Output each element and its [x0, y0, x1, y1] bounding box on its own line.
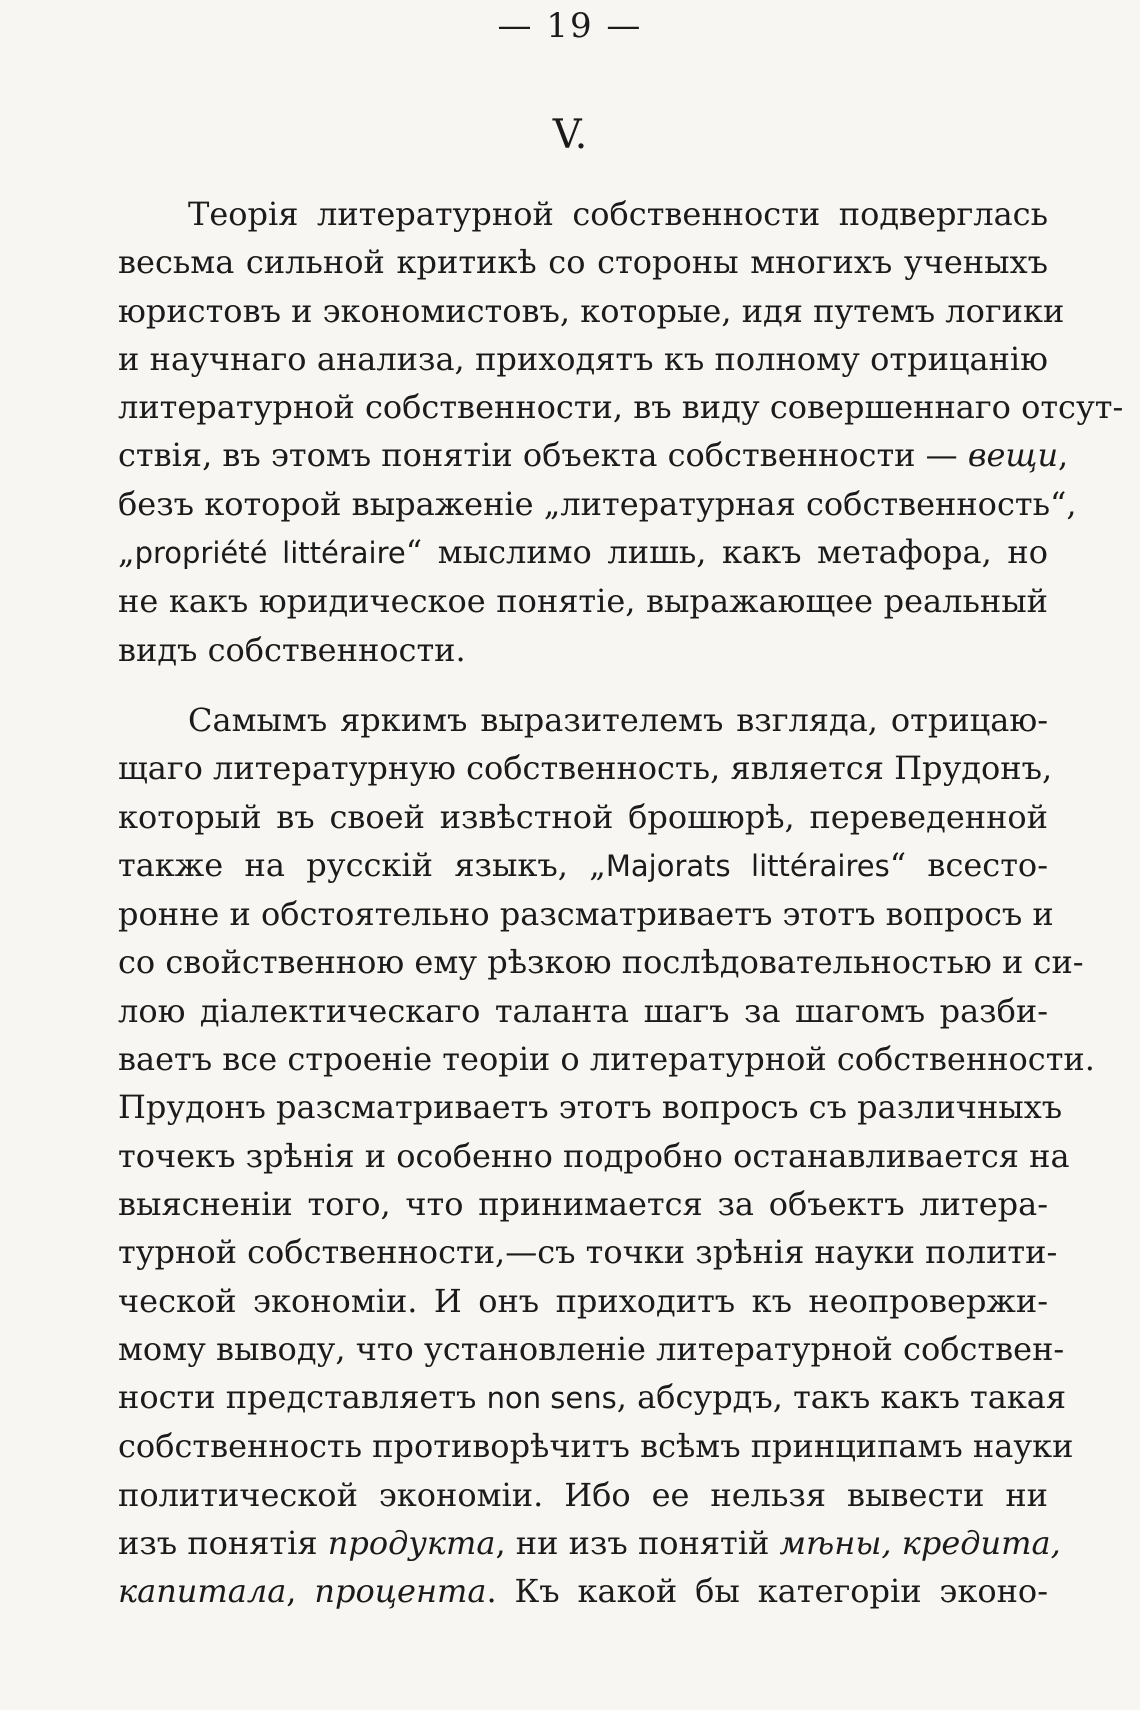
text-segment: “ всесто-	[889, 845, 1048, 884]
text-line: Самымъ яркимъ выразителемъ взгляда, отрицаю-	[188, 700, 1048, 739]
latin-phrase: Majorats littéraires	[605, 848, 890, 883]
text-segment: ,	[286, 1572, 315, 1611]
latin-phrase: propriété littéraire	[134, 536, 406, 571]
text-line	[118, 1373, 1067, 1422]
text-line: политической экономіи. Ибо ее нельзя вывести ни	[118, 1475, 1048, 1514]
text-line: выясненіи того, что принимается за объектъ литера-	[118, 1184, 1048, 1223]
text-line	[118, 1567, 1048, 1615]
section-heading: V.	[552, 112, 588, 158]
text-segment: . Къ какой бы категоріи эконо-	[486, 1572, 1049, 1611]
text-line: весьма сильной критикѣ со стороны многихъ ученыхъ	[118, 243, 1048, 282]
italic-term: мѣны, кредита,	[779, 1524, 1061, 1563]
text-line: ваетъ все строеніе теоріи о литературной собственности.	[118, 1040, 1095, 1079]
text-line: со свойственною ему рѣзкою послѣдовательностью и си-	[118, 943, 1084, 982]
text-line: ронне и обстоятельно разсматриваетъ этотъ вопросъ и	[118, 895, 1054, 934]
text-line: который въ своей извѣстной брошюрѣ, переведенной	[118, 797, 1048, 836]
text-line: турной собственности,—съ точки зрѣнія науки полити-	[118, 1233, 1058, 1272]
text-segment: , абсурдъ, такъ какъ такая	[616, 1378, 1067, 1417]
text-segment: „	[118, 533, 135, 572]
text-segment: “ мыслимо лишь, какъ метафора, но	[405, 533, 1048, 572]
text-line	[118, 1519, 1061, 1567]
text-segment: ,	[1058, 436, 1069, 475]
text-line: мому выводу, что установленіе литературной собствен-	[118, 1329, 1065, 1368]
text-line	[118, 431, 1069, 479]
text-segment: ствія, въ этомъ понятіи объекта собственности —	[118, 436, 968, 475]
latin-phrase: non sens	[486, 1381, 617, 1416]
text-segment: , ни изъ понятій	[495, 1524, 780, 1563]
text-line	[118, 528, 1048, 577]
body-text	[118, 190, 1124, 1616]
text-line: Теорія литературной собственности подверглась	[188, 195, 1048, 233]
italic-term: капитала	[118, 1572, 287, 1611]
text-line: ческой экономіи. И онъ приходитъ къ неопровержи-	[118, 1281, 1048, 1320]
italic-term: продукта	[327, 1524, 496, 1563]
paragraph-gap	[118, 674, 1048, 696]
text-line: Прудонъ разсматриваетъ этотъ вопросъ съ различныхъ	[118, 1088, 1063, 1127]
text-line: лою діалектическаго таланта шагъ за шагомъ разби-	[118, 991, 1048, 1030]
text-line: юристовъ и экономистовъ, которые, идя путемъ логики	[118, 291, 1065, 330]
text-line: щаго литературную собственность, является Прудонъ,	[118, 749, 1053, 788]
text-line: видъ собственности.	[118, 630, 466, 669]
text-line: точекъ зрѣнія и особенно подробно останавливается на	[118, 1136, 1070, 1175]
text-line	[118, 841, 1048, 890]
text-line: и научнаго анализа, приходятъ къ полному отрицанію	[118, 339, 1048, 378]
text-line: литературной собственности, въ виду совершеннаго отсут-	[118, 388, 1124, 427]
text-line: безъ которой выраженіе „литературная собственность“,	[118, 484, 1077, 523]
text-line: собственность противорѣчитъ всѣмъ принципамъ науки	[118, 1427, 1074, 1466]
italic-term: процента	[314, 1572, 487, 1611]
text-line: не какъ юридическое понятіе, выражающее реальный	[118, 582, 1048, 621]
italic-term: вещи	[967, 436, 1059, 475]
page-number: — 19 —	[497, 6, 643, 46]
text-segment: также на русскій языкъ, „	[118, 845, 606, 884]
text-segment: изъ понятія	[118, 1524, 328, 1563]
text-segment: ности представляетъ	[118, 1378, 487, 1417]
